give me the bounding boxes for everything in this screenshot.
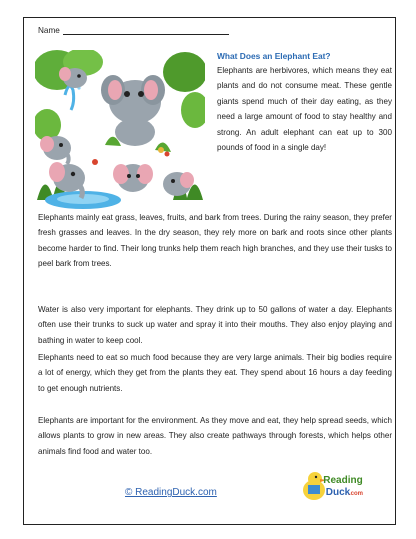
- paragraph-5: Elephants are important for the environment. As they move and eat, they help spread seeds, which allows plants to grow in new areas. They also create pathways through forests, which helps other animals find food and water too.: [38, 416, 392, 456]
- elephants-eating-illustration: [35, 50, 205, 210]
- paragraph-2: Elephants mainly eat grass, leaves, fruits, and bark from trees. During the rainy season, they prefer fresh grasses and leaves. In the dry season, they rely more on bark and roots since other plants become harder to find. Their long trunks help them reach high branches, and they use their tusks to peel bark from trees.: [38, 213, 392, 269]
- name-blank-line[interactable]: [63, 26, 229, 35]
- paragraph-3: Water is also very important for elephants. They drink up to 50 gallons of water a day. Elephants often use their trunks to suck up water and spray it into their mouths. They also enjoy playing and bathing in water to keep cool.: [38, 305, 392, 345]
- logo-text-com: .com: [348, 491, 364, 497]
- article-title: What Does an Elephant Eat?: [217, 51, 331, 61]
- reading-duck-logo: [300, 468, 366, 504]
- paragraph-1: Elephants are herbivores, which means they eat plants and do not consume meat. These gentle giants spend much of their day eating, as they need a large amount of food to stay healthy and strong. An adult elephant can eat up to 300 pounds of food in a single day!: [217, 66, 392, 153]
- logo-text-reading: Reading: [323, 475, 363, 486]
- name-label: Name: [38, 26, 60, 35]
- name-field[interactable]: [38, 26, 229, 35]
- readingduck-link[interactable]: © ReadingDuck.com: [125, 487, 217, 498]
- paragraph-4: Elephants need to eat so much food because they are very large animals. Their big bodies require a lot of energy, which they get from the plants they eat. They spend about 16 hours a day feeding to get enough nutrients.: [38, 353, 392, 393]
- logo-text-duck: Duck: [325, 487, 351, 498]
- worksheet-page: [23, 17, 396, 525]
